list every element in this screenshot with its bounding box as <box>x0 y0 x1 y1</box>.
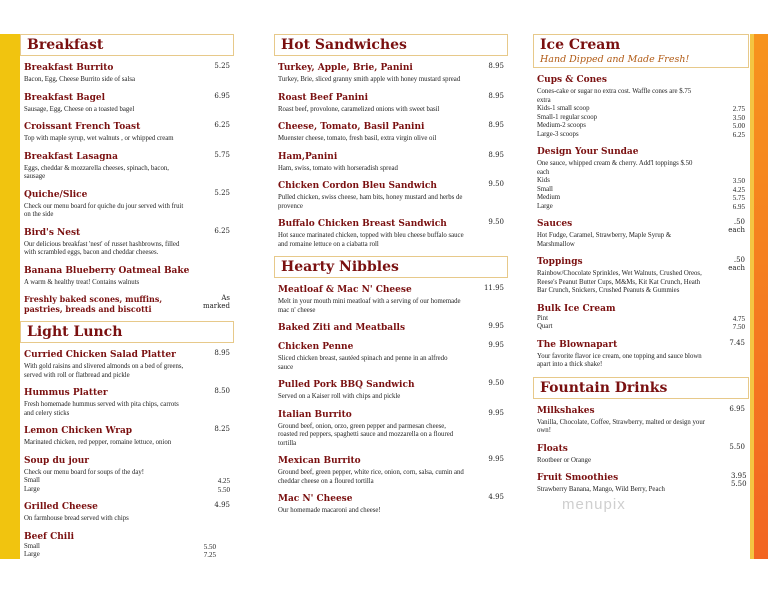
item-name: Italian Burrito <box>278 409 352 420</box>
icecream-header <box>533 34 749 68</box>
menu-item <box>24 349 230 380</box>
item-price: 5.25 <box>214 62 230 70</box>
item-price: 5.25 <box>214 188 230 197</box>
fountain-title: Fountain Drinks <box>540 379 668 396</box>
item-desc: Sliced chicken breast, sautéed spinach and penne in an alfredo sauce <box>278 355 448 371</box>
menu-item <box>24 425 230 448</box>
item-price: 8.95 <box>214 349 230 357</box>
item-name: Buffalo Chicken Breast Sandwich <box>278 219 447 229</box>
size-row <box>537 315 745 324</box>
size-price: 7.50 <box>732 323 745 331</box>
item-name: Bird's Nest <box>24 227 81 238</box>
right-color-band <box>754 34 768 559</box>
scones-price: As marked <box>202 294 230 310</box>
size-label: Kids-1 small scoop <box>537 105 590 112</box>
item-price: 5.75 <box>214 150 230 159</box>
menu-item <box>537 256 745 296</box>
item-name: Toppings <box>537 257 583 267</box>
menu-item <box>278 62 504 85</box>
cups-cones-item <box>537 74 745 139</box>
item-price: 8.50 <box>214 387 230 395</box>
menu-item <box>24 151 230 182</box>
chili-item <box>24 531 230 560</box>
nibbles-header <box>274 256 508 278</box>
item-name: Floats <box>537 443 568 454</box>
item-price: 9.50 <box>488 218 504 226</box>
item-name: Beef Chili <box>24 531 75 542</box>
item-desc: Strawberry Banana, Mango, Wild Berry, Peach <box>537 486 665 493</box>
menu-item <box>278 379 504 402</box>
menu-item <box>278 409 504 449</box>
item-desc: Marinated chicken, red pepper, romaine lettuce, onion <box>24 439 172 446</box>
item-name: Sauces <box>537 219 573 229</box>
item-desc: Check our menu board for soups of the day! <box>24 468 145 476</box>
item-name: Breakfast Burrito <box>24 63 114 73</box>
column-right <box>533 34 749 502</box>
item-desc: Our delicious breakfast 'nest' of russet hashbrowns, filled with scrambled eggs, bacon and cheddar cheeses. <box>24 240 180 256</box>
item-desc: Check our menu board for quiche du jour served with fruit on the side <box>24 202 184 218</box>
size-row <box>537 323 745 332</box>
size-label: Large <box>24 551 40 558</box>
item-desc: Rootbeer or Orange <box>537 456 591 464</box>
size-label: Large-3 scoops <box>537 130 579 138</box>
item-price: 8.95 <box>488 121 504 129</box>
item-desc: Top with maple syrup, wet walnuts , or whipped cream <box>24 135 174 142</box>
item-name: Curried Chicken Salad Platter <box>24 350 176 360</box>
item-name: Fruit Smoothies <box>537 473 619 483</box>
item-name: Baked Ziti and Meatballs <box>278 323 406 333</box>
nibbles-title: Hearty Nibbles <box>281 259 399 275</box>
sandwiches-header <box>274 34 508 56</box>
item-price: 6.25 <box>214 121 230 129</box>
menu-item <box>278 322 504 334</box>
item-desc: Our homemade macaroni and cheese! <box>278 507 381 514</box>
menu-item <box>537 339 745 370</box>
menu-item <box>537 443 745 466</box>
item-price: 4.95 <box>214 501 230 509</box>
item-name: Breakfast Lasagna <box>24 151 118 162</box>
item-name: Ham,Panini <box>278 151 338 162</box>
left-color-band <box>0 34 20 559</box>
menu-item <box>278 180 504 211</box>
item-desc: Your favorite flavor ice cream, one topping and sauce blown apart into a thick shake! <box>537 352 702 368</box>
size-price: 2.75 <box>732 105 745 113</box>
menu-item <box>24 92 230 115</box>
column-middle <box>274 34 508 523</box>
item-name: Mexican Burrito <box>278 456 361 466</box>
icecream-title: Ice Cream <box>540 37 621 53</box>
size-row <box>24 486 230 495</box>
menu-item <box>278 284 504 315</box>
size-row <box>537 114 745 123</box>
size-price: 3.50 <box>732 113 745 122</box>
item-price: 9.50 <box>488 379 504 387</box>
icecream-tagline: Hand Dipped and Made Fresh! <box>540 54 690 65</box>
size-label: Small <box>537 185 553 193</box>
item-price: 6.25 <box>214 226 230 235</box>
size-row <box>24 477 230 486</box>
item-name: Chicken Penne <box>278 342 354 352</box>
size-label: Small-1 regular scoop <box>537 113 598 121</box>
item-name: Soup du jour <box>24 455 89 466</box>
size-row <box>537 186 745 195</box>
soup-item <box>24 455 230 495</box>
item-price: .50 each <box>728 256 745 272</box>
item-price: 11.95 <box>483 284 504 292</box>
item-desc: With gold raisins and slivered almonds on a bed of greens, served with roll or flatbread and pickle <box>24 363 184 379</box>
item-name: Design Your Sundae <box>537 147 639 157</box>
item-desc: Cones-cake or sugar no extra cost. Waffle cones are $.75 extra <box>537 88 692 104</box>
size-row <box>537 177 745 186</box>
size-label: Small <box>24 477 40 484</box>
item-name: Lemon Chicken Wrap <box>24 426 133 436</box>
size-price: 5.00 <box>732 122 745 130</box>
lunch-header <box>20 321 234 343</box>
scones-text: Freshly baked scones, muffins, pastries, breads and biscotti <box>24 294 163 314</box>
item-name: Cups & Cones <box>537 75 607 85</box>
item-price: 6.95 <box>729 404 745 413</box>
size-price: 6.25 <box>732 130 745 139</box>
item-price: 3.95 5.50 <box>731 472 747 488</box>
item-desc: Hot sauce marinated chicken, topped with bleu cheese buffalo sauce and romaine lettuce on a ciabatta roll <box>278 232 464 248</box>
item-name: Croissant French Toast <box>24 122 141 132</box>
item-desc: Eggs, cheddar & mozzarella cheeses, spinach, bacon, sausage <box>24 164 169 180</box>
item-desc: Rainbow/Chocolate Sprinkles, Wet Walnuts, Crushed Oreos, Reese's Peanut Butter Cups, M&Ms, Kit Kat Crunch, Heath Bar Crunch, Snickers, Crushed Peanuts & Gummies <box>537 270 702 294</box>
item-name: Chicken Cordon Bleu Sandwich <box>278 181 437 191</box>
item-price: 8.95 <box>488 62 504 70</box>
item-desc: Vanilla, Chocolate, Coffee, Strawberry, malted or design your own! <box>537 418 705 434</box>
size-label: Small <box>24 542 40 550</box>
item-price: .50 each <box>728 218 745 234</box>
size-price: 4.25 <box>732 185 745 194</box>
item-name: Banana Blueberry Oatmeal Bake <box>24 265 190 276</box>
item-name: Milkshakes <box>537 405 595 416</box>
menu-item <box>278 92 504 115</box>
item-price: 7.45 <box>729 338 745 347</box>
size-row <box>537 131 745 140</box>
menu-item <box>24 265 230 288</box>
menu-item <box>278 341 504 372</box>
breakfast-header <box>20 34 234 56</box>
item-price: 8.25 <box>214 425 230 433</box>
size-label: Medium <box>537 194 561 201</box>
item-price: 5.50 <box>729 442 745 451</box>
size-row <box>537 122 745 131</box>
item-desc: Served on a Kaiser roll with chips and pickle <box>278 393 401 400</box>
size-price: 4.25 <box>217 477 230 485</box>
menu-item <box>537 218 745 249</box>
fountain-header <box>533 377 749 399</box>
item-desc: Pulled chicken, swiss cheese, ham bits, honey mustard and herbs de provence <box>278 194 463 210</box>
item-name: Breakfast Bagel <box>24 92 106 103</box>
item-price: 9.95 <box>488 322 504 330</box>
lunch-title: Light Lunch <box>27 324 123 340</box>
item-desc: One sauce, whipped cream & cherry. Add'l toppings $.50 each <box>537 160 693 176</box>
menu-item <box>278 493 504 516</box>
item-desc: Turkey, Brie, sliced granny smith apple with honey mustard spread <box>278 76 461 83</box>
menu-item <box>24 501 230 524</box>
item-price: 8.95 <box>488 91 504 100</box>
size-price: 5.75 <box>732 194 745 202</box>
size-price: 5.50 <box>203 542 216 551</box>
item-name: The Blownapart <box>537 339 618 350</box>
item-name: Cheese, Tomato, Basil Panini <box>278 122 425 132</box>
size-label: Pint <box>537 314 548 322</box>
size-row <box>537 105 745 114</box>
size-label: Kids <box>537 177 550 184</box>
size-row <box>24 543 216 552</box>
item-desc: A warm & healthy treat! Contains walnuts <box>24 278 140 286</box>
size-row <box>24 551 216 560</box>
size-price: 3.50 <box>732 177 745 185</box>
menu-item <box>537 405 745 436</box>
size-row <box>537 194 745 203</box>
sundae-item <box>537 146 745 211</box>
size-label: Quart <box>537 323 553 330</box>
menu-item <box>24 62 230 85</box>
item-price: 9.95 <box>488 408 504 417</box>
watermark: menupix <box>562 496 626 513</box>
column-left <box>20 34 234 567</box>
menu-item <box>24 387 230 418</box>
menu-item <box>537 472 745 495</box>
item-name: Mac N' Cheese <box>278 494 353 504</box>
item-desc: Sausage, Egg, Cheese on a toasted bagel <box>24 105 135 113</box>
item-name: Pulled Pork BBQ Sandwich <box>278 380 415 390</box>
size-price: 5.50 <box>217 485 230 494</box>
scones-item <box>24 294 230 314</box>
item-desc: Ground beef, onion, orzo, green pepper and parmesan cheese, roasted red peppers, spaghetti sauce and mozzarella on a floured tortilla <box>278 422 454 447</box>
size-price: 7.25 <box>203 551 216 559</box>
menu-item <box>278 121 504 144</box>
menu-item <box>24 121 230 144</box>
size-price: 4.75 <box>732 314 745 323</box>
menu-item <box>278 218 504 249</box>
menu-item <box>24 189 230 220</box>
item-name: Grilled Cheese <box>24 502 98 512</box>
item-desc: Ham, swiss, tomato with horseradish spread <box>278 164 398 172</box>
item-desc: Muenster cheese, tomato, fresh basil, extra virgin olive oil <box>278 135 437 142</box>
item-name: Bulk Ice Cream <box>537 303 616 314</box>
item-desc: On farmhouse bread served with chips <box>24 515 129 522</box>
size-label: Large <box>24 485 40 493</box>
item-price: 8.95 <box>488 150 504 159</box>
item-desc: Bacon, Egg, Cheese Burrito side of salsa <box>24 76 135 83</box>
size-price: 6.95 <box>732 202 745 211</box>
item-name: Turkey, Apple, Brie, Panini <box>278 63 413 73</box>
menu-item <box>278 151 504 174</box>
item-name: Meatloaf & Mac N' Cheese <box>278 285 412 295</box>
bulk-item <box>537 303 745 332</box>
sandwiches-title: Hot Sandwiches <box>281 37 407 53</box>
item-name: Quiche/Slice <box>24 189 88 200</box>
menu-item <box>24 227 230 258</box>
item-desc: Ground beef, green pepper, white rice, onion, corn, salsa, cumin and cheddar cheese on a floured tortilla <box>278 469 464 485</box>
item-price: 9.95 <box>488 341 504 349</box>
item-desc: Melt in your mouth mini meatloaf with a serving of our homemade mac n' cheese <box>278 298 461 314</box>
item-desc: Roast beef, provolone, caramelized onions with sweet basil <box>278 105 440 113</box>
item-price: 9.50 <box>488 180 504 188</box>
size-row <box>537 203 745 212</box>
breakfast-title: Breakfast <box>27 37 104 53</box>
item-price: 6.95 <box>214 91 230 100</box>
item-name: Roast Beef Panini <box>278 92 369 103</box>
item-price: 4.95 <box>488 493 504 501</box>
item-desc: Hot Fudge, Caramel, Strawberry, Maple Syrup & Marshmallow <box>537 232 672 248</box>
menu-item <box>278 455 504 486</box>
item-desc: Fresh homemade hummus served with pita chips, carrots and celery sticks <box>24 401 179 417</box>
size-label: Medium-2 scoops <box>537 122 586 129</box>
item-name: Hummus Platter <box>24 388 108 398</box>
item-price: 9.95 <box>488 455 504 463</box>
size-label: Large <box>537 202 553 210</box>
